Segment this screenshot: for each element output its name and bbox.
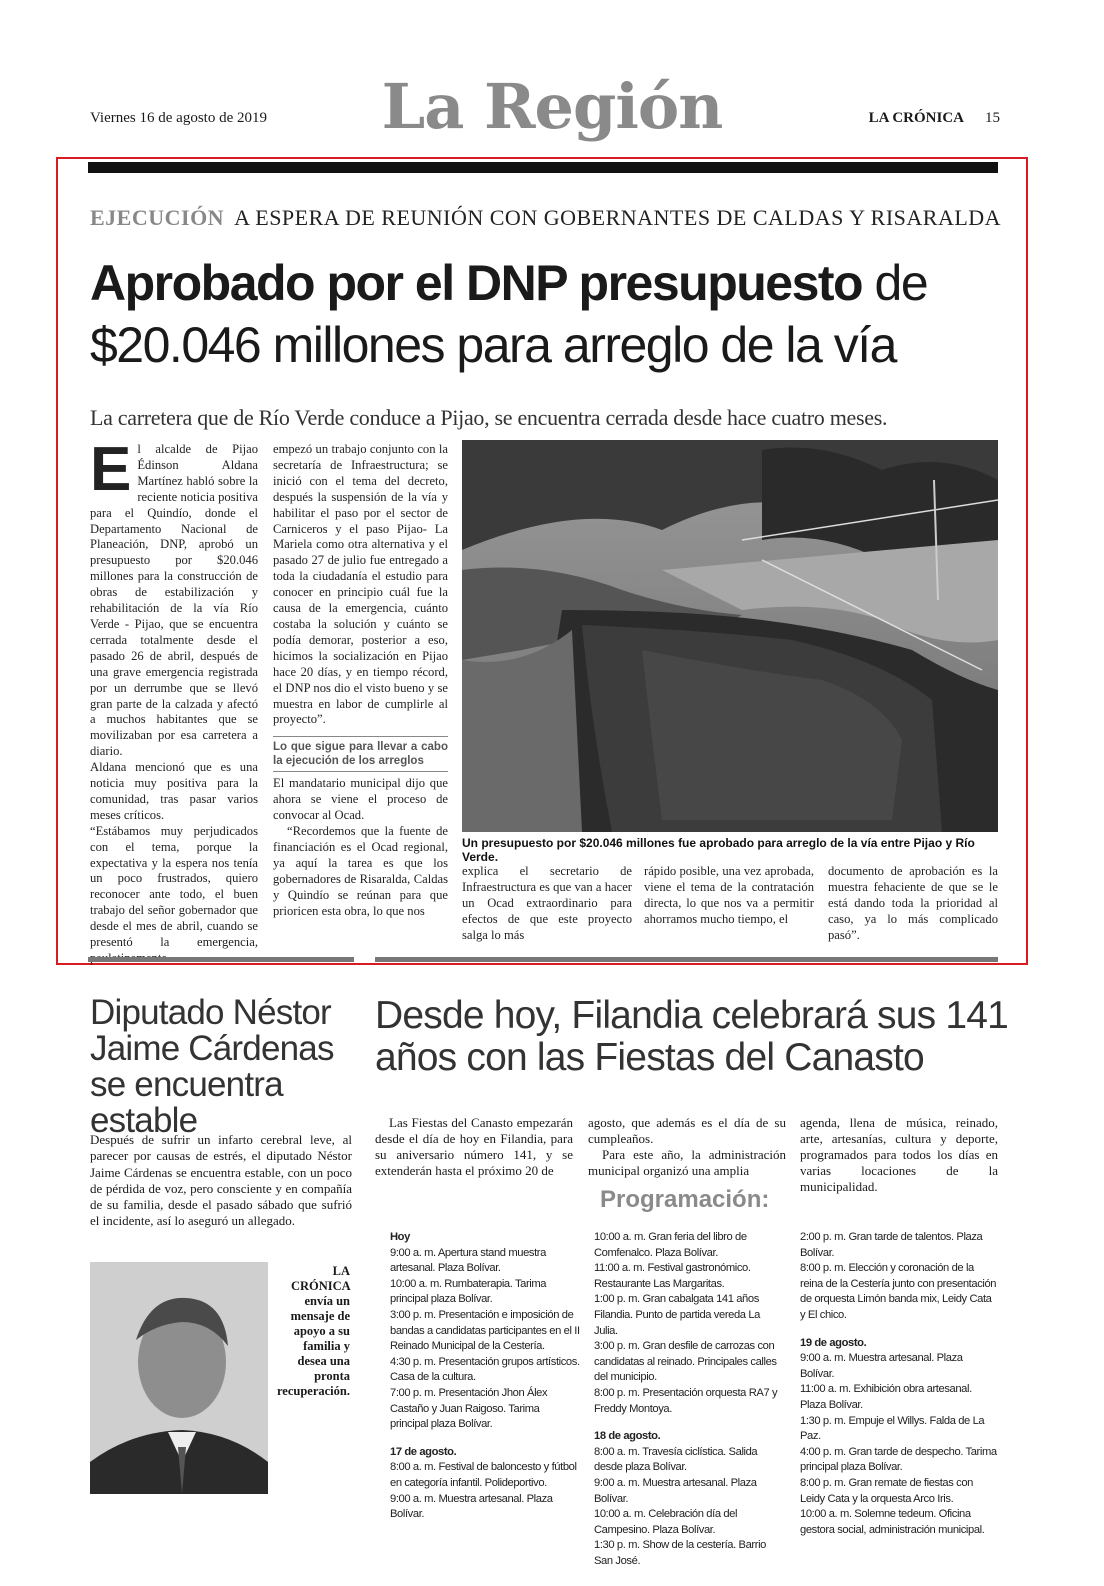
program-item: 10:00 a. m. Gran feria del libro de Comfenalco. Plaza Bolívar. <box>594 1231 747 1259</box>
program-item: 4:00 p. m. Gran tarde de despecho. Tarima principal plaza Bolívar. <box>800 1445 997 1474</box>
story-deck: La carretera que de Río Verde conduce a Pijao, se encuentra cerrada desde hace cuatro meses. <box>90 405 888 430</box>
program-item: 8:00 a. m. Festival de baloncesto y fútbol en categoría infantil. Polideportivo. <box>390 1461 577 1489</box>
portrait-image <box>90 1262 268 1494</box>
program-column-2 <box>594 1230 786 1569</box>
program-item: 2:00 p. m. Gran tarde de talentos. Plaza Bolívar. <box>800 1231 983 1259</box>
story-subhead: Lo que sigue para llevar a cabo la ejecución de los arreglos <box>273 736 448 772</box>
program-item: 8:00 a. m. Travesía ciclística. Salida desde plaza Bolívar. <box>594 1445 758 1474</box>
program-item: 9:00 a. m. Muestra artesanal. Plaza Bolívar. <box>800 1352 963 1380</box>
page-number: 15 <box>985 110 1000 126</box>
program-item: 9:00 a. m. Muestra artesanal. Plaza Bolívar. <box>390 1492 553 1521</box>
story-paragraph: “Recordemos que la fuente de financiación es el Ocad regional, ya aquí la tarea es que los gobernadores de Risaralda, Caldas y Quindío se reúnan para que prioricen esta obra, lo que nos <box>273 824 448 918</box>
story-paragraph: El mandatario municipal dijo que ahora se viene el proceso de convocar al Ocad. <box>273 776 448 823</box>
road-collapse-image <box>462 440 998 832</box>
program-item: 4:30 p. m. Presentación grupos artísticos. Casa de la cultura. <box>390 1355 580 1384</box>
story-column-1 <box>90 435 258 967</box>
filandia-headline: Desde hoy, Filandia celebrará sus 141 años con las Fiestas del Canasto <box>375 994 1009 1079</box>
portrait-caption <box>274 1264 350 1399</box>
filandia-column-3: agenda, llena de música, reinado, arte, artesanías, cultura y deporte, programados para todos los días en varias locaciones de la municipalidad. <box>800 1115 998 1194</box>
program-day: 19 de agosto. <box>800 1336 867 1349</box>
program-item: 9:00 a. m. Apertura stand muestra artesanal. Plaza Bolívar. <box>390 1246 546 1275</box>
caption-publication: LA CRÓNICA <box>290 1264 350 1293</box>
portrait-photo <box>90 1262 268 1494</box>
program-day: 17 de agosto. <box>390 1445 457 1458</box>
story-kicker <box>90 205 1001 231</box>
filandia-paragraph: agosto, que además es el día de su cumpleaños. <box>588 1115 786 1146</box>
program-item: 10:00 a. m. Solemne tedeum. Oficina gestora social, administración municipal. <box>800 1508 985 1536</box>
filandia-paragraph: Las Fiestas del Canasto empezarán desde el día de hoy en Filandia, para su aniversario número 141, y se extenderán hasta el próximo 20 de <box>375 1115 573 1178</box>
headline-bold: Aprobado por el DNP presupuesto <box>90 255 863 311</box>
program-item: 11:00 a. m. Exhibición obra artesanal. Plaza Bolívar. <box>800 1383 972 1411</box>
story-lead: l alcalde de Pijao Édinson Aldana Martínez habló sobre la reciente noticia positiva para el Quindío, donde el Departamento Nacional de Planeación, DNP, aprobó un presupuesto por $20.046 millones para la construcción de obras de estabilización y rehabilitación de la vía Río Verde - Pijao, que se encuentra cerrada totalmente desde el pasado 26 de abril, después de una grave emergencia registrada por un derrumbe que se llevó gran parte de la calzada y afectó a muchos habitantes que se movilizaban por esa carretera a diario. <box>90 442 258 759</box>
landslide-photo <box>462 440 998 832</box>
program-item: 10:00 a. m. Celebración día del Campesino. Plaza Bolívar. <box>594 1508 738 1536</box>
program-column-1 <box>390 1230 580 1523</box>
drop-cap: E <box>90 435 132 504</box>
section-divider <box>88 957 354 962</box>
caption-text: envía un mensaje de apoyo a su familia y desea una pronta recuperación. <box>276 1294 350 1398</box>
publication-name: LA CRÓNICA <box>868 110 964 126</box>
program-column-3 <box>800 1230 998 1538</box>
section-divider <box>375 957 998 962</box>
program-item: 7:00 p. m. Presentación Jhon Álex Castaño y Juan Raigoso. Tarima principal plaza Bolívar. <box>390 1386 548 1431</box>
kicker-text: A ESPERA DE REUNIÓN CON GOBERNANTES DE CALDAS Y RISARALDA <box>234 205 1002 230</box>
photo-caption: Un presupuesto por $20.046 millones fue aprobado para arreglo de la vía entre Pijao y Río Verde. <box>462 836 975 864</box>
story-column-2 <box>273 442 448 919</box>
story-column-3: explica el secretario de Infraestructura es que van a hacer un Ocad extraordinario para efectos de que este proyecto salga lo más <box>462 864 632 942</box>
program-item: 1:30 p. m. Show de la cestería. Barrio San José. <box>594 1539 766 1567</box>
program-item: 1:00 p. m. Gran cabalgata 141 años Filandia. Punto de partida vereda La Julia. <box>594 1293 760 1337</box>
program-item: 3:00 p. m. Presentación e imposición de bandas a candidatas participantes en el II Reinado Municipal de la Cestería. <box>390 1308 580 1353</box>
program-item: 8:00 p. m. Elección y coronación de la reina de la Cestería junto con presentación de orquesta Limón banda mix, Leidy Cata y El chico. <box>800 1262 997 1321</box>
program-item: 3:00 p. m. Gran desfile de carrozas con candidatas al reinado. Principales calles del municipio. <box>594 1340 777 1384</box>
program-day: 18 de agosto. <box>594 1430 661 1443</box>
program-item: 8:00 p. m. Gran remate de fiestas con Leidy Cata y la orquesta Arco Iris. <box>800 1476 973 1505</box>
story-column-5: documento de aprobación es la muestra fehaciente de que se le está dando toda la prioridad al caso, ya lo más complicado pasó”. <box>828 864 998 942</box>
program-item: 11:00 a. m. Festival gastronómico. Restaurante Las Margaritas. <box>594 1262 751 1290</box>
story-column-4: rápido posible, una vez aprobada, viene el tema de la contratación directa, lo que nos va a permitir ahorramos mucho tiempo, el <box>644 864 814 926</box>
kicker-label: EJECUCIÓN <box>90 205 225 230</box>
program-item: 8:00 p. m. Presentación orquesta RA7 y Freddy Montoya. <box>594 1386 778 1415</box>
page-date: Viernes 16 de agosto de 2019 <box>90 110 267 126</box>
side-story-headline: Diputado Néstor Jaime Cárdenas se encuentra estable <box>90 993 334 1140</box>
story-paragraph: Aldana mencionó que es una noticia muy positiva para la comunidad, tras pasar varios meses críticos. <box>90 760 258 822</box>
program-item: 1:30 p. m. Empuje el Willys. Falda de La Paz. <box>800 1414 985 1443</box>
program-title: Programación: <box>600 1186 770 1213</box>
story-paragraph: empezó un trabajo conjunto con la secretaría de Infraestructura; se inició con el tema del decreto, después la suspensión de la vía y habilitar el paso por el sector de Carniceros y el paso Pijao- La Mariela como otra alternativa y el pasado 27 de julio fue entregado a toda la ciudadanía el estudio para conocer en principio cuál fue la causa de la emergencia, cuánto costaba la solución y cuánto se podía demorar, posterior a eso, hicimos la socialización en Pijao hace 20 días, y en tiempo récord, el DNP nos dio el visto bueno y se muestra en labor de cumplirle al proyecto”. <box>273 442 448 727</box>
filandia-column-2 <box>588 1115 786 1179</box>
story-paragraph: “Estábamos muy perjudicados con el tema, porque la expectativa y la espera nos tenía un poco frustrados, quiero reconocer ante todo, el buen trabajo del señor gobernador que desde el mes de abril, cuando se presentó la emergencia, <box>90 823 258 950</box>
filandia-paragraph: Para este año, la administración municipal organizó una amplia <box>588 1147 786 1178</box>
program-item: 10:00 a. m. Rumbaterapia. Tarima principal plaza Bolívar. <box>390 1277 547 1306</box>
main-headline <box>90 252 1020 376</box>
section-title: La Región <box>381 70 723 143</box>
program-item: 9:00 a. m. Muestra artesanal. Plaza Bolívar. <box>594 1476 757 1505</box>
headline-light: de <box>874 255 928 311</box>
filandia-column-1 <box>375 1115 573 1179</box>
program-day: Hoy <box>390 1231 410 1243</box>
side-story-body: Después de sufrir un infarto cerebral leve, al parecer por causas de estrés, el diputado Néstor Jaime Cárdenas se encuentra estable, con un poco de pérdida de voz, pero consciente y en compañía de su familia, desde el pasado sábado que sufrió el incidente, así lo aseguró un allegado. <box>90 1132 352 1229</box>
headline-line2: $20.046 millones para arreglo de la vía <box>90 317 896 373</box>
